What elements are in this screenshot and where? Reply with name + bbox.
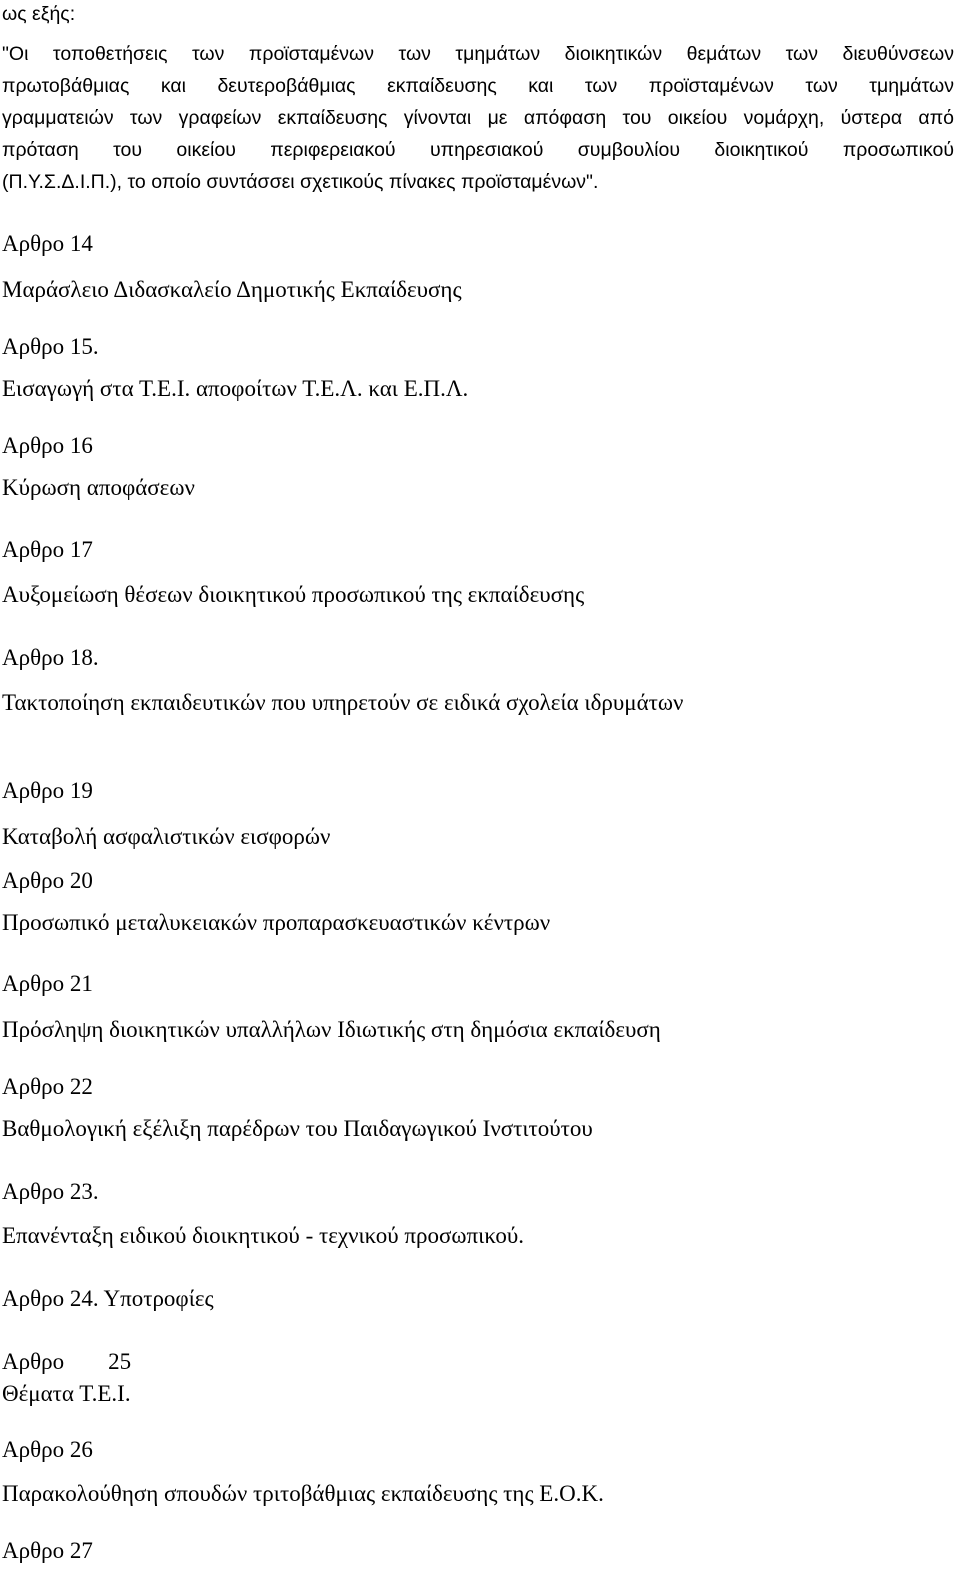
paragraph-line: (Π.Υ.Σ.Δ.Ι.Π.), το οποίο συντάσσει σχετικούς πίνακες προϊσταμένων".	[2, 171, 599, 193]
article-17-title: Αυξομείωση θέσεων διοικητικού προσωπικού της εκπαίδευσης	[2, 582, 585, 607]
paragraph-line: γραμματειών των γραφείων εκπαίδευσης γίνονται με απόφαση του οικείου νομάρχη, ύστερα από	[2, 107, 954, 129]
article-24-heading: Αρθρο 24. Υποτροφίες	[2, 1286, 214, 1311]
article-26-title: Παρακολούθηση σπουδών τριτοβάθμιας εκπαίδευσης της Ε.Ο.Κ.	[2, 1481, 604, 1506]
article-19-heading: Αρθρο 19	[2, 778, 93, 803]
paragraph-line: πρωτοβάθμιας και δευτεροβάθμιας εκπαίδευσης και των προϊσταμένων των τμημάτων	[2, 75, 954, 97]
article-16-heading: Αρθρο 16	[2, 433, 93, 458]
article-27-heading: Αρθρο 27	[2, 1538, 93, 1563]
article-21-title: Πρόσληψη διοικητικών υπαλλήλων Ιδιωτικής στη δημόσια εκπαίδευση	[2, 1017, 661, 1042]
quoted-paragraph	[2, 38, 954, 198]
article-19-title: Καταβολή ασφαλιστικών εισφορών	[2, 824, 331, 849]
paragraph-line: πρόταση του οικείου περιφερειακού υπηρεσιακού συμβουλίου διοικητικού προσωπικού	[2, 139, 954, 161]
article-14-heading: Αρθρο 14	[2, 231, 93, 256]
article-18-heading: Αρθρο 18.	[2, 645, 99, 670]
article-20-heading: Αρθρο 20	[2, 868, 93, 893]
article-25-heading-number: 25	[108, 1349, 132, 1374]
article-16-title: Κύρωση αποφάσεων	[2, 475, 195, 500]
article-23-heading: Αρθρο 23.	[2, 1179, 99, 1204]
paragraph-line: "Οι τοποθετήσεις των προϊσταμένων των τμημάτων διοικητικών θεμάτων των διευθύνσεων	[2, 43, 954, 65]
article-26-heading: Αρθρο 26	[2, 1437, 93, 1462]
article-25-heading-word: Αρθρο	[2, 1349, 65, 1374]
article-14-title: Μαράσλειο Διδασκαλείο Δημοτικής Εκπαίδευσης	[2, 277, 462, 302]
article-18-title: Τακτοποίηση εκπαιδευτικών που υπηρετούν σε ειδικά σχολεία ιδρυμάτων	[2, 690, 684, 715]
article-22-heading: Αρθρο 22	[2, 1074, 93, 1099]
article-23-title: Επανένταξη ειδικού διοικητικού - τεχνικού προσωπικού.	[2, 1223, 525, 1248]
article-25-heading	[2, 1348, 131, 1376]
article-15-heading: Αρθρο 15.	[2, 334, 99, 359]
article-21-heading: Αρθρο 21	[2, 971, 93, 996]
article-20-title: Προσωπικό μεταλυκειακών προπαρασκευαστικών κέντρων	[2, 910, 551, 935]
article-15-title: Εισαγωγή στα Τ.Ε.Ι. αποφοίτων Τ.Ε.Λ. και Ε.Π.Λ.	[2, 376, 469, 401]
article-17-heading: Αρθρο 17	[2, 537, 93, 562]
article-22-title: Βαθμολογική εξέλιξη παρέδρων του Παιδαγωγικού Ινστιτούτου	[2, 1116, 593, 1141]
intro-text: ως εξής:	[2, 3, 76, 25]
article-25-title: Θέματα Τ.Ε.Ι.	[2, 1381, 131, 1406]
